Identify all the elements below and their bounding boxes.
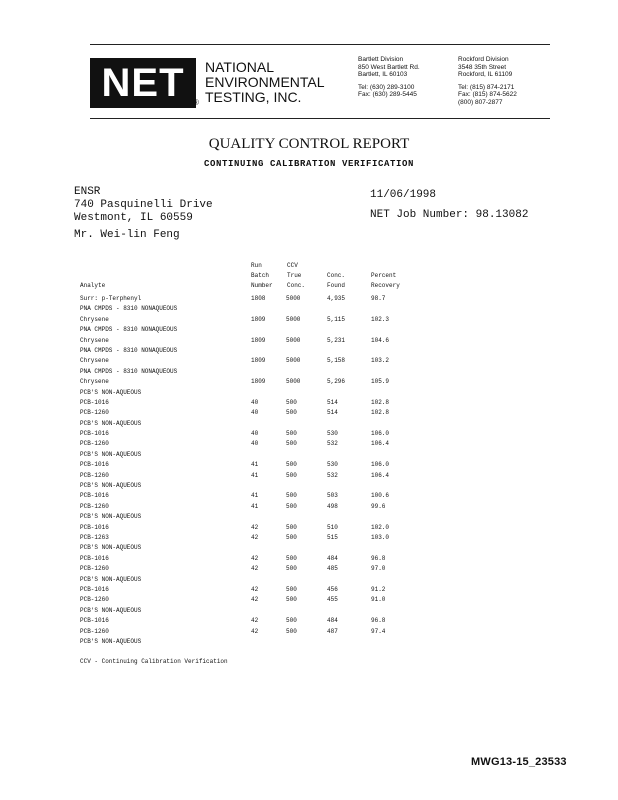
cell-run-batch: 1808 bbox=[251, 295, 266, 302]
cell-recovery: 91.2 bbox=[371, 585, 386, 593]
cell-run-batch: 42 bbox=[251, 533, 259, 541]
table-row bbox=[80, 491, 500, 501]
company-name bbox=[205, 60, 325, 105]
header-line: Percent bbox=[371, 272, 397, 279]
cell-analyte: PCB'S NON-AQUEOUS bbox=[80, 606, 142, 614]
rockford-address bbox=[458, 56, 517, 107]
cell-conc-found: 5,296 bbox=[327, 378, 346, 386]
cell-analyte: PNA CMPDS - 8310 NONAQUEOUS bbox=[80, 346, 178, 354]
cell-ccv-true: 5000 bbox=[286, 336, 301, 344]
cell-run-batch: 42 bbox=[251, 627, 259, 635]
cell-analyte: PCB'S NON-AQUEOUS bbox=[80, 575, 142, 583]
cell-ccv-true: 500 bbox=[286, 523, 297, 531]
cell-analyte: PCB-1260 bbox=[80, 502, 109, 510]
col-header-analyte: Analyte bbox=[80, 282, 106, 289]
cell-conc-found: 510 bbox=[327, 523, 338, 531]
cell-analyte: Chrysene bbox=[80, 378, 109, 386]
table-row bbox=[80, 543, 500, 553]
cell-conc-found: 530 bbox=[327, 461, 338, 469]
table-row bbox=[80, 429, 500, 439]
table-row bbox=[80, 419, 500, 429]
table-row bbox=[80, 325, 500, 335]
table-row bbox=[80, 450, 500, 460]
cell-ccv-true: 500 bbox=[286, 398, 297, 406]
cell-ccv-true: 5000 bbox=[286, 357, 301, 365]
bartlett-address bbox=[358, 56, 420, 99]
cell-analyte: PCB-1260 bbox=[80, 440, 109, 448]
cell-analyte: Surr: p-Terphenyl bbox=[80, 295, 142, 302]
cell-run-batch: 42 bbox=[251, 523, 259, 531]
cell-conc-found: 515 bbox=[327, 533, 338, 541]
cell-conc-found: 487 bbox=[327, 627, 338, 635]
address-line: Fax: (815) 874-5622 bbox=[458, 91, 517, 99]
table-row bbox=[80, 367, 500, 377]
cell-run-batch: 40 bbox=[251, 398, 259, 406]
cell-conc-found: 456 bbox=[327, 585, 338, 593]
client-address bbox=[74, 186, 213, 225]
cell-ccv-true: 500 bbox=[286, 533, 297, 541]
cell-ccv-true: 5000 bbox=[286, 315, 301, 323]
cell-conc-found: 485 bbox=[327, 565, 338, 573]
cell-analyte: PNA CMPDS - 8310 NONAQUEOUS bbox=[80, 367, 178, 375]
address-line: Fax: (630) 289-5445 bbox=[358, 91, 417, 99]
client-city: Westmont, IL 60559 bbox=[74, 212, 193, 224]
cell-recovery: 97.4 bbox=[371, 627, 386, 635]
header-line: Number bbox=[251, 282, 273, 289]
header-line: Batch bbox=[251, 272, 270, 279]
cell-ccv-true: 500 bbox=[286, 617, 297, 625]
cell-ccv-true: 500 bbox=[286, 461, 297, 469]
cell-analyte: PCB-1016 bbox=[80, 554, 109, 562]
header-line: Recovery bbox=[371, 282, 400, 289]
table-row bbox=[80, 606, 500, 616]
client-name: ENSR bbox=[74, 186, 101, 198]
cell-run-batch: 41 bbox=[251, 492, 259, 500]
table-row bbox=[80, 377, 500, 387]
table-row bbox=[80, 294, 500, 304]
cell-conc-found: 514 bbox=[327, 398, 338, 406]
cell-analyte: Chrysene bbox=[80, 357, 109, 365]
header-line: Conc. bbox=[287, 282, 306, 289]
cell-run-batch: 40 bbox=[251, 430, 259, 438]
results-table bbox=[80, 294, 500, 647]
cell-analyte: PCB'S NON-AQUEOUS bbox=[80, 450, 142, 458]
cell-ccv-true: 5000 bbox=[286, 295, 301, 302]
table-row bbox=[80, 502, 500, 512]
footnote: CCV - Continuing Calibration Verification bbox=[80, 658, 228, 665]
cell-recovery: 102.8 bbox=[371, 398, 390, 406]
cell-analyte: PCB-1260 bbox=[80, 596, 109, 604]
cell-recovery: 102.3 bbox=[371, 315, 390, 323]
cell-analyte: PNA CMPDS - 8310 NONAQUEOUS bbox=[80, 305, 178, 313]
cell-recovery: 102.0 bbox=[371, 523, 390, 531]
cell-ccv-true: 500 bbox=[286, 627, 297, 635]
table-row bbox=[80, 460, 500, 470]
cell-recovery: 106.0 bbox=[371, 430, 390, 438]
header-line: Found bbox=[327, 282, 346, 289]
cell-analyte: PCB'S NON-AQUEOUS bbox=[80, 544, 142, 552]
cell-conc-found: 532 bbox=[327, 471, 338, 479]
cell-analyte: PCB'S NON-AQUEOUS bbox=[80, 388, 142, 396]
table-row bbox=[80, 471, 500, 481]
address-line: Tel: (815) 874-2171 bbox=[458, 83, 515, 91]
company-line: ENVIRONMENTAL bbox=[205, 74, 325, 90]
cell-conc-found: 4,935 bbox=[327, 295, 346, 302]
cell-run-batch: 42 bbox=[251, 596, 259, 604]
table-row bbox=[80, 627, 500, 637]
table-row bbox=[80, 554, 500, 564]
table-row bbox=[80, 398, 500, 408]
cell-conc-found: 5,231 bbox=[327, 336, 346, 344]
address-line: Bartlett Division bbox=[358, 56, 404, 63]
cell-analyte: Chrysene bbox=[80, 336, 109, 344]
report-subtitle: CONTINUING CALIBRATION VERIFICATION bbox=[203, 159, 415, 169]
table-row bbox=[80, 388, 500, 398]
cell-analyte: PCB'S NON-AQUEOUS bbox=[80, 637, 142, 645]
cell-recovery: 96.8 bbox=[371, 617, 386, 625]
cell-conc-found: 530 bbox=[327, 430, 338, 438]
cell-recovery: 99.6 bbox=[371, 502, 386, 510]
cell-recovery: 103.0 bbox=[371, 533, 390, 541]
table-row bbox=[80, 439, 500, 449]
cell-analyte: PCB-1016 bbox=[80, 585, 109, 593]
cell-run-batch: 1809 bbox=[251, 315, 266, 323]
cell-conc-found: 5,115 bbox=[327, 315, 346, 323]
cell-analyte: PCB-1016 bbox=[80, 617, 109, 625]
cell-run-batch: 1809 bbox=[251, 357, 266, 365]
cell-run-batch: 41 bbox=[251, 502, 259, 510]
cell-ccv-true: 500 bbox=[286, 565, 297, 573]
address-line: 3548 35th Street bbox=[458, 63, 507, 71]
cell-run-batch: 42 bbox=[251, 585, 259, 593]
cell-conc-found: 532 bbox=[327, 440, 338, 448]
report-date: 11/06/1998 bbox=[370, 189, 437, 201]
table-row bbox=[80, 533, 500, 543]
cell-conc-found: 503 bbox=[327, 492, 338, 500]
top-rule bbox=[90, 44, 550, 45]
col-header-found bbox=[327, 261, 345, 291]
table-row bbox=[80, 523, 500, 533]
cell-run-batch: 41 bbox=[251, 471, 259, 479]
cell-conc-found: 514 bbox=[327, 409, 338, 417]
table-row bbox=[80, 585, 500, 595]
cell-recovery: 106.0 bbox=[371, 461, 390, 469]
cell-recovery: 102.8 bbox=[371, 409, 390, 417]
cell-ccv-true: 500 bbox=[286, 409, 297, 417]
table-row bbox=[80, 575, 500, 585]
cell-ccv-true: 5000 bbox=[286, 378, 301, 386]
net-logo: NET bbox=[90, 58, 196, 108]
cell-recovery: 103.2 bbox=[371, 357, 390, 365]
table-row bbox=[80, 408, 500, 418]
client-street: 740 Pasquinelli Drive bbox=[74, 199, 213, 211]
address-line: Rockford Division bbox=[458, 56, 509, 63]
cell-analyte: PCB'S NON-AQUEOUS bbox=[80, 482, 142, 490]
cell-ccv-true: 500 bbox=[286, 596, 297, 604]
cell-conc-found: 484 bbox=[327, 617, 338, 625]
table-row bbox=[80, 637, 500, 647]
table-row bbox=[80, 616, 500, 626]
table-row bbox=[80, 304, 500, 314]
cell-recovery: 104.6 bbox=[371, 336, 390, 344]
cell-recovery: 96.8 bbox=[371, 554, 386, 562]
cell-run-batch: 42 bbox=[251, 617, 259, 625]
cell-recovery: 105.9 bbox=[371, 378, 390, 386]
cell-analyte: PCB-1016 bbox=[80, 492, 109, 500]
address-line: Rockford, IL 61109 bbox=[458, 71, 513, 79]
header-line bbox=[327, 261, 345, 271]
cell-recovery: 98.7 bbox=[371, 295, 386, 302]
table-row bbox=[80, 481, 500, 491]
table-row bbox=[80, 315, 500, 325]
cell-ccv-true: 500 bbox=[286, 471, 297, 479]
header-line: Run bbox=[251, 262, 262, 269]
cell-analyte: PCB'S NON-AQUEOUS bbox=[80, 513, 142, 521]
header-line: True bbox=[287, 272, 302, 279]
cell-analyte: PCB-1016 bbox=[80, 398, 109, 406]
registered-mark: ® bbox=[193, 98, 199, 107]
table-row bbox=[80, 512, 500, 522]
report-title: QUALITY CONTROL REPORT bbox=[208, 136, 410, 152]
table-row bbox=[80, 356, 500, 366]
cell-analyte: PCB-1260 bbox=[80, 471, 109, 479]
cell-run-batch: 40 bbox=[251, 440, 259, 448]
cell-conc-found: 455 bbox=[327, 596, 338, 604]
cell-ccv-true: 500 bbox=[286, 430, 297, 438]
cell-run-batch: 42 bbox=[251, 554, 259, 562]
company-line: NATIONAL bbox=[205, 59, 274, 75]
cell-ccv-true: 500 bbox=[286, 502, 297, 510]
cell-analyte: PCB-1260 bbox=[80, 565, 109, 573]
cell-recovery: 106.4 bbox=[371, 471, 390, 479]
table-row bbox=[80, 346, 500, 356]
header-line: CCV bbox=[287, 262, 298, 269]
table-row bbox=[80, 564, 500, 574]
cell-conc-found: 484 bbox=[327, 554, 338, 562]
col-header-run-batch bbox=[251, 261, 273, 291]
cell-run-batch: 1809 bbox=[251, 336, 266, 344]
cell-analyte: PCB-1263 bbox=[80, 533, 109, 541]
company-line: TESTING, INC. bbox=[205, 89, 302, 105]
cell-analyte: PCB-1260 bbox=[80, 409, 109, 417]
cell-recovery: 97.0 bbox=[371, 565, 386, 573]
cell-analyte: PNA CMPDS - 8310 NONAQUEOUS bbox=[80, 326, 178, 334]
cell-analyte: PCB'S NON-AQUEOUS bbox=[80, 419, 142, 427]
address-line: Tel: (630) 289-3100 bbox=[358, 83, 415, 91]
cell-recovery: 106.4 bbox=[371, 440, 390, 448]
cell-recovery: 91.0 bbox=[371, 596, 386, 604]
cell-conc-found: 5,158 bbox=[327, 357, 346, 365]
address-line: (800) 807-2877 bbox=[458, 98, 503, 106]
cell-analyte: PCB-1016 bbox=[80, 461, 109, 469]
address-line: 850 West Bartlett Rd. bbox=[358, 63, 420, 71]
attention-line: Mr. Wei-lin Feng bbox=[74, 229, 180, 241]
document-id: MWG13-15_23533 bbox=[471, 756, 567, 768]
bottom-rule bbox=[90, 118, 550, 119]
job-number: NET Job Number: 98.13082 bbox=[370, 209, 529, 221]
cell-analyte: PCB-1016 bbox=[80, 430, 109, 438]
cell-ccv-true: 500 bbox=[286, 585, 297, 593]
cell-ccv-true: 500 bbox=[286, 554, 297, 562]
cell-run-batch: 41 bbox=[251, 461, 259, 469]
address-line: Bartlett, IL 60103 bbox=[358, 71, 408, 79]
cell-conc-found: 498 bbox=[327, 502, 338, 510]
col-header-recovery bbox=[371, 261, 400, 291]
cell-analyte: PCB-1016 bbox=[80, 523, 109, 531]
cell-analyte: PCB-1260 bbox=[80, 627, 109, 635]
cell-run-batch: 40 bbox=[251, 409, 259, 417]
header-line bbox=[371, 261, 400, 271]
cell-run-batch: 42 bbox=[251, 565, 259, 573]
header-line: Conc. bbox=[327, 272, 346, 279]
cell-ccv-true: 500 bbox=[286, 492, 297, 500]
cell-recovery: 100.6 bbox=[371, 492, 390, 500]
table-row bbox=[80, 336, 500, 346]
cell-run-batch: 1809 bbox=[251, 378, 266, 386]
table-row bbox=[80, 595, 500, 605]
cell-ccv-true: 500 bbox=[286, 440, 297, 448]
col-header-ccv bbox=[287, 261, 305, 291]
cell-analyte: Chrysene bbox=[80, 315, 109, 323]
